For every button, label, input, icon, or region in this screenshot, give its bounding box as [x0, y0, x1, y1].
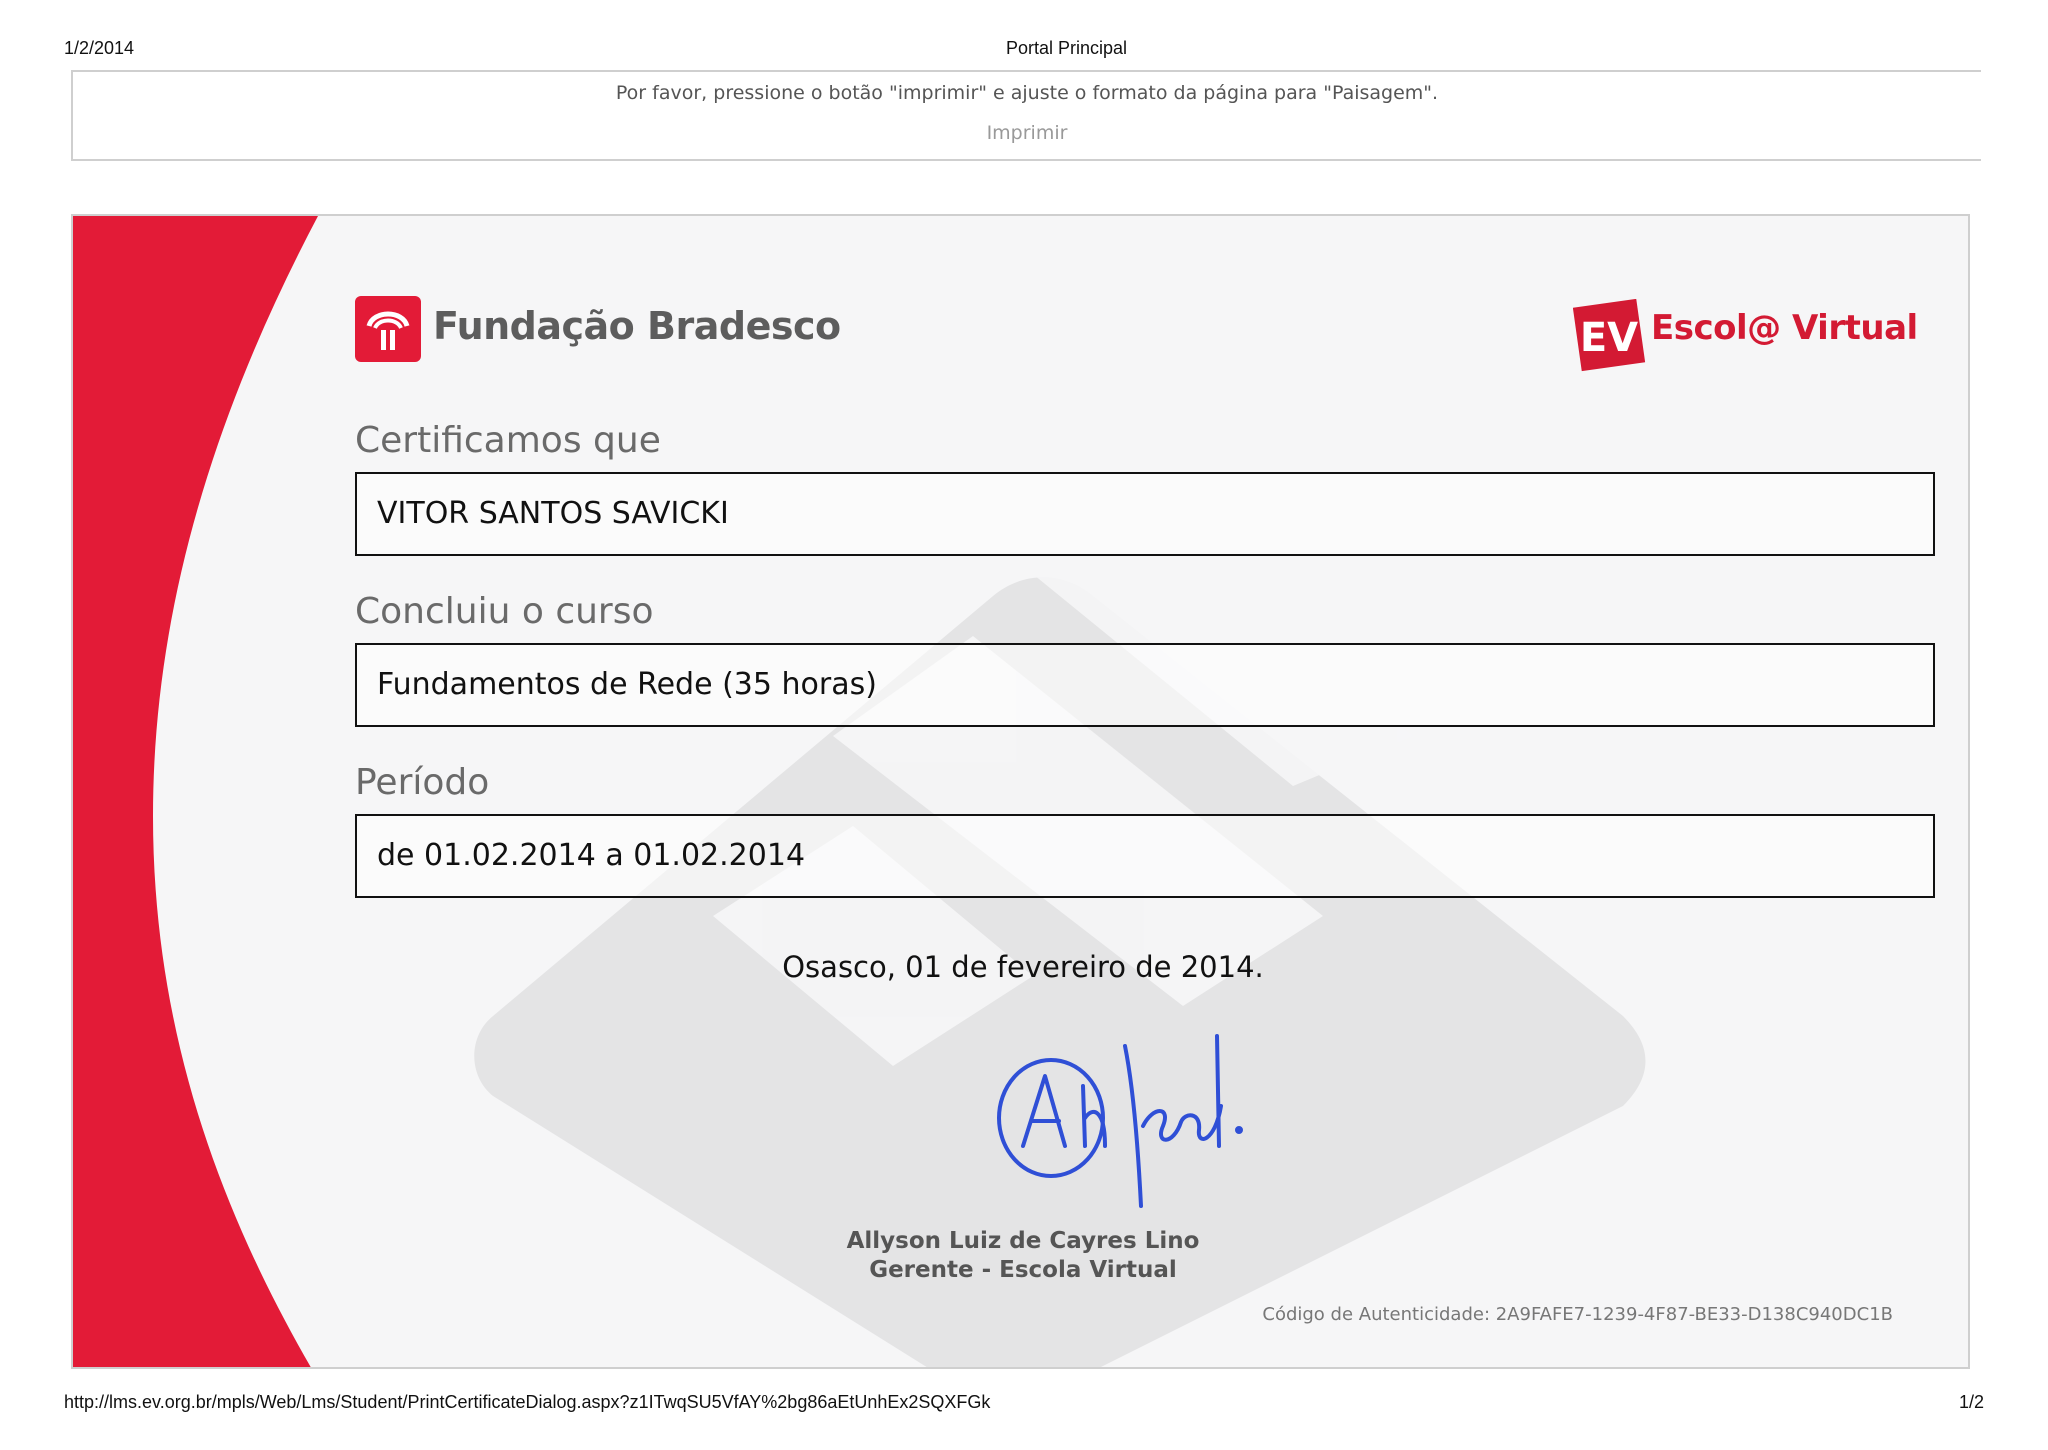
signer-role: Gerente - Escola Virtual — [869, 1257, 1177, 1283]
course-period: de 01.02.2014 a 01.02.2014 — [377, 838, 806, 873]
print-link[interactable]: Imprimir — [986, 122, 1068, 144]
field-label-course: Concluiu o curso — [355, 591, 654, 632]
course-name: Fundamentos de Rede (35 horas) — [377, 667, 877, 702]
print-notice-box — [71, 70, 1981, 161]
authenticity-code: Código de Autenticidade: 2A9FAFE7-1239-4F87-BE33-D138C940DC1B — [1262, 1304, 1893, 1325]
place-and-date: Osasco, 01 de fevereiro de 2014. — [782, 950, 1264, 984]
foundation-logo-text: Fundação Bradesco — [433, 304, 841, 348]
field-box-period — [355, 814, 1935, 898]
school-logo-text: Escol@ Virtual — [1651, 308, 1918, 348]
print-date: 1/2/2014 — [64, 38, 135, 58]
field-label-certify: Certificamos que — [355, 420, 661, 461]
escola-virtual-logo-icon — [1573, 299, 1647, 373]
svg-text:EV: EV — [1579, 315, 1639, 361]
print-page-number: 1/2 — [1958, 1392, 1984, 1412]
field-box-student-name — [355, 472, 1935, 556]
print-page-title: Portal Principal — [1005, 38, 1128, 58]
certificate — [71, 214, 1970, 1369]
signer-name: Allyson Luiz de Cayres Lino — [846, 1228, 1200, 1254]
print-footer-url: http://lms.ev.org.br/mpls/Web/Lms/Student/PrintCertificateDialog.aspx?z1ITwqSU5VfAY%2bg86aEtUnhEx2SQXFGk — [64, 1392, 991, 1412]
handwritten-signature — [993, 1026, 1313, 1226]
print-notice-message: Por favor, pressione o botão "imprimir" e ajuste o formato da página para "Paisagem". — [615, 82, 1439, 104]
red-arc-decoration — [73, 216, 318, 1369]
student-name: VITOR SANTOS SAVICKI — [377, 496, 729, 531]
field-label-period: Período — [355, 762, 490, 803]
bradesco-tree-icon — [355, 296, 421, 362]
field-box-course — [355, 643, 1935, 727]
